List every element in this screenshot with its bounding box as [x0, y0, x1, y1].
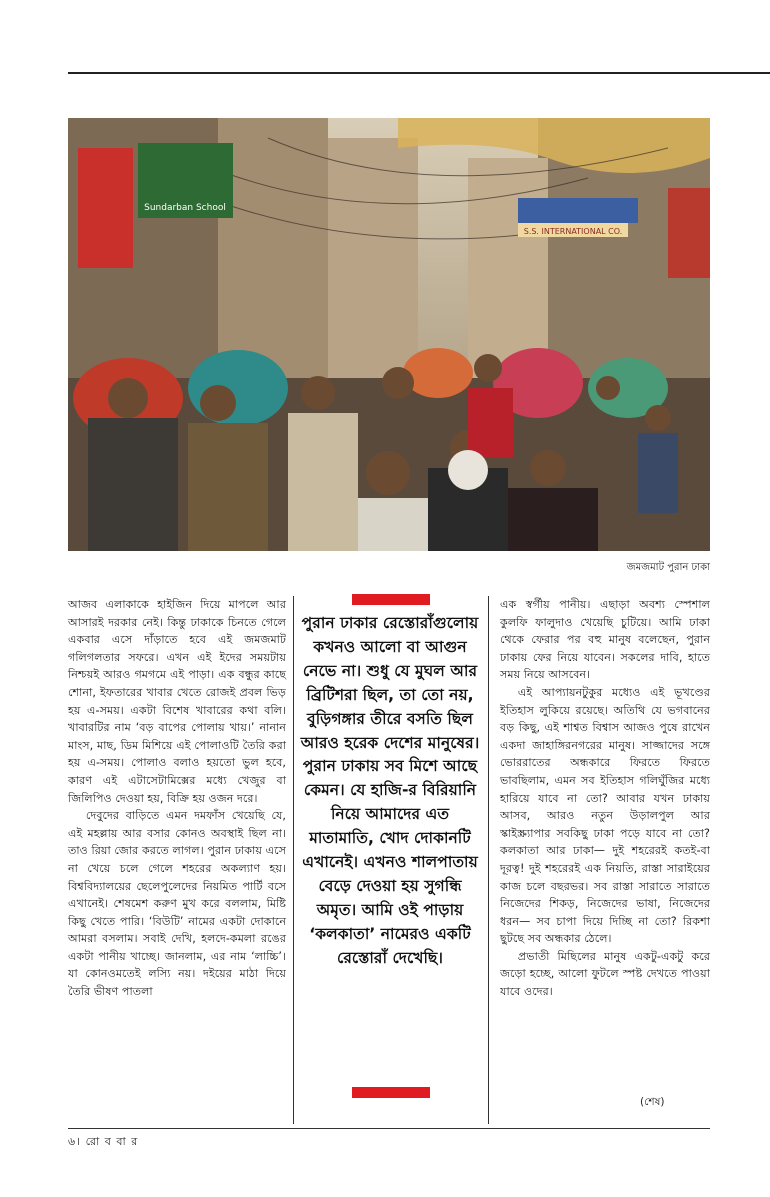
sign-sundarban-school: Sundarban School	[144, 203, 226, 213]
right-column	[500, 596, 710, 1001]
photo-caption: জমজমাট পুরান ঢাকা	[626, 562, 710, 573]
column-divider-right	[488, 596, 489, 1124]
pull-quote-bottom-bar	[352, 1087, 430, 1098]
page-folio: ৬। রো ব বা র	[68, 1135, 139, 1148]
right-paragraph-3: প্রভাতী মিছিলের মানুষ একটু-একটু করে জড়ো হচ্ছে, আলো ফুটলে স্পষ্ট দেখতে পাওয়া যাবে ওদের।	[500, 949, 710, 999]
sign-ss-international: S.S. INTERNATIONAL CO.	[523, 227, 623, 236]
left-paragraph-1: আজব এলাকাকে হাইজিন দিয়ে মাপলে আর আসারই দরকার নেই। কিন্তু ঢাকাকে চিনতে গেলে একবার এসে দাঁড়াতে হবে এই জমজমাট গলিগলতার সফরে। এখন এই ইদের সময়টায় নিশ্চয়ই আরও গমগমে এই পাড়া। এক বন্ধুর কাছে শোনা, ইফতারের খাবার খেতে রোজই প্রবল ভিড় হয় এ-সময়। একটা বিশেষ খাবারের কথা বলি। খাবারটির নাম ‘বড় বাপের পোলায় খায়।’ নানান মাংস, মাছ, ডিম মিশিয়ে এই পোলাওটি তৈরি করা হয় এ-সময়। পোলাও বলাও হয়তো ভুল হবে, কারণ এই এটাসেটামিক্সের মধ্যে খেজুর বা জিলিপিও দেওয়া হয়, বিক্রি হয় ওজন দরে।	[68, 598, 286, 805]
pull-quote-top-bar	[352, 594, 430, 605]
left-paragraph-2: দেবুদের বাড়িতে এমন দমফাঁস খেয়েছি যে, এই মহল্লায় আর বসার কোনও অবস্থাই ছিল না। তাও রিয়া জোর করতে লাগল। পুরান ঢাকায় এসে না খেয়ে চলে গেলে শহরের অকল্যাণ হয়। বিশ্ববিদ্যালয়ের ছেলেপুলেদের নিয়মিত পার্টি বসে এখানেই। শেষমেশ করুণ মুখ করে বললাম, মিষ্টি কিছু খেতে পারি। ‘বিউটি’ নামের একটা দোকানে আমরা বসলাম। সবাই দেখি, হলদে-কমলা রঙের একটা পানীয় খাচ্ছে। জানলাম, এর নাম ‘লাচ্চি’। যা কোনওমতেই লস্যি নয়। দইয়ের মাঠা দিয়ে তৈরি ভীষণ পাতলা	[68, 809, 286, 999]
bottom-rule	[68, 1128, 710, 1129]
right-paragraph-2: এই আপ্যায়নটুকুর মধ্যেও এই ভূখণ্ডের ইতিহাস লুকিয়ে রয়েছে। অতিথি যে ভগবানের বড় কিছু, এই শাশ্বত বিশ্বাস আজও পুষে রাখেন একদা জাহাঙ্গিরনগরের মানুষ। সাজ্জাদের সঙ্গে ভোররাতের অন্ধকারে ফিরতে ফিরতে ভাবছিলাম, এমন সব ইতিহাস গলিঘুঁজির মধ্যে হারিয়ে যাবে না তো? আবার যখন ঢাকায় আসব, আরও নতুন উড়ালপুল আর স্কাইস্ক্র্যাপার সবকিছু ঢাকা পড়ে যাবে না তো? কলকাতা আর ঢাকা— দুই শহরেরই কতই-বা দূরত্ব! দুই শহরেরই এক নিয়তি, রাস্তা সারাইয়ের কাজ চলে বছরভর। সব রাস্তা সারাতে সারাতে নিজেদের শিকড়, নিজেদের ভাষা, নিজেদের ধরন— সব চাপা দিয়ে দিচ্ছি না তো? রিকশা ছুটছে সব অন্ধকার ঠেলে।	[500, 685, 710, 946]
street-photo	[68, 118, 710, 551]
right-paragraph-1: এক স্বর্গীয় পানীয়। এছাড়া অবশ্য স্পেশাল কুলফি ফালুদাও খেয়েছি চুটিয়ে। আমি ঢাকা থেকে ফেরার পর বহু মানুষ বলেছেন, পুরান ঢাকায় ফের নিয়ে যাবেন। সকলের দাবি, হাতে সময় নিয়ে আসবেন।	[500, 598, 710, 682]
street-photo-illustration	[68, 118, 710, 551]
end-mark: (শেষ)	[640, 1096, 665, 1108]
top-rule	[68, 72, 770, 74]
pull-quote: পুরান ঢাকার রেস্তোরাঁগুলোয় কখনও আলো বা আগুন নেভে না। শুধু যে মুঘল আর ব্রিটিশরা ছিল, তা তো নয়, বুড়িগঙ্গার তীরে বসতি ছিল আরও হরেক দেশের মানুষের। পুরান ঢাকায় সব মিশে আছে কেমন। যে হাজি-র বিরিয়ানি নিয়ে আমাদের এত মাতামাতি, খোদ দোকানটি এখানেই। এখনও শালপাতায় বেড়ে দেওয়া হয় সুগন্ধি অমৃত। আমি ওই পাড়ায় ‘কলকাতা’ নামেরও একটি রেস্তোরাঁ দেখেছি।	[300, 614, 480, 967]
left-column	[68, 596, 286, 1001]
column-divider-left	[293, 596, 294, 1124]
